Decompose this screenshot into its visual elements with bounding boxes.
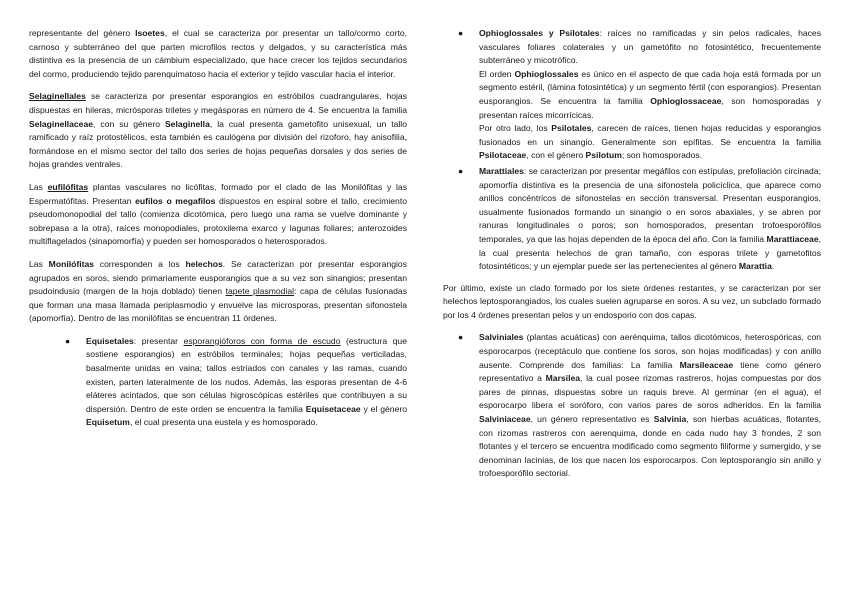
- text-run: Por otro lado, los: [479, 123, 552, 134]
- bold-term: Ophioglossales y Psilotales: [479, 28, 600, 38]
- text-run: corresponden a los: [94, 258, 186, 269]
- bold-term: helechos: [185, 258, 223, 269]
- text-run: esporangióforos con forma de escudo: [183, 335, 341, 346]
- text-run: : capa de células fusionadas que forman una masa llamada periplasmodio y envuelve las microsporas, presentan sifonostela (apomorfía). Dentro de las monilófitas se encuentran 11 órdenes.: [29, 286, 407, 324]
- bold-term: Salviniales: [479, 332, 524, 343]
- bold-term: Selaginellales: [29, 91, 86, 102]
- list-item-text: [479, 165, 821, 274]
- bold-term: Marsileaceae: [679, 359, 734, 370]
- bold-term: Psilotales: [551, 123, 592, 134]
- bold-term: Equisetum: [86, 417, 130, 428]
- bold-term: Selaginella: [164, 118, 210, 129]
- bold-term: Salvinia: [653, 414, 687, 425]
- text-run: : se caracterizan por presentar megáfilos con estípulas, prefoliación circinada; apomorfía distintiva es la presencia de una sifonostela policíclica, que aparece como anillos concéntricos de sifonostelas en sección transversal. Presentan eusporangios, usualmente fusionados formando un sinangio o en soros abaxiales, y se abren por ranuras longitudinales o poros; son homosporados, presentan trofoesporófilos temporales, ya que las hojas dependen de la época del año. Con la familia: [479, 165, 821, 244]
- text-run: Las: [29, 258, 49, 269]
- bold-term: Equisetaceae: [305, 403, 361, 414]
- paragraph-isoetes: [29, 27, 407, 81]
- list-item-text-psilotales: [479, 122, 821, 163]
- bold-term: eufilos o megafilos: [135, 195, 216, 206]
- bold-term: eufilófitas: [47, 181, 89, 192]
- text-run: , un género representativo es: [530, 414, 654, 425]
- paragraph-monilofitas: [29, 258, 407, 326]
- text-run: : raíces no ramificadas y sin pelos radicales, haces vasculares foliares colaterales y un gametófito no fotosintético, frecuentemente subterráneo y micotrófico.: [479, 28, 822, 66]
- bullet-icon: ●: [458, 28, 464, 38]
- bold-term: Monilófitas: [48, 258, 95, 269]
- list-item-text-ophioglossales: [479, 68, 821, 122]
- bold-term: Marattiaceae: [766, 233, 819, 244]
- bold-term: Psilotaceae: [479, 150, 527, 161]
- text-run: , con el género: [526, 150, 586, 161]
- text-run: Las: [29, 181, 48, 192]
- text-run: , el cual presenta una eustela y es homosporado.: [129, 417, 318, 428]
- text-run: . Se caracterizan por presentar esporangios agrupados en soros, siendo primariamente eusporangios que a su vez son sinangios; presentan psudoindusio (margen de la hoja doblado) tienen: [29, 258, 407, 297]
- text-run: (estructura que sostiene esporangios) en estróbilos terminales; hojas pequeñas verticiladas, basalmente unidas en vaina; tallos estriados con canales y las ramas, cuando existen, parten lateralmente de los nudos. Además, las esporas presentan de 4-6 eláteres acintados, que son células higroscópicas estériles que contribuyen a su dispersión. Dentro de este orden se encuentra la familia: [86, 335, 407, 414]
- orders-list-left: [65, 335, 407, 430]
- bullet-icon: ●: [458, 332, 464, 343]
- bold-term: Marattia: [738, 261, 772, 272]
- text-run: .: [771, 261, 775, 272]
- left-column: [29, 27, 407, 432]
- bold-term: Selaginellaceae: [29, 118, 94, 129]
- text-run: dispuestos en espiral sobre el tallo, crecimiento pseudomonopodial del tallo (comienza dicotómica, pero luego una rama se vuelve dominante y sobrepasa a la otra), raíces monopodiales, protoxilema exarco y lagunas foliares; anterozoides multiflagelados (sinapomorfía) y pueden ser homosporados o heterosporados.: [29, 195, 408, 247]
- bold-term: Ophioglossales: [514, 68, 579, 79]
- bullet-icon: ●: [458, 165, 464, 176]
- bold-term: Equisetales: [86, 335, 134, 346]
- text-run: , la cual presenta helechos de gran tamaño, con esporas trilete y gametofitos fotosintéticos; y un ejemplar puede ser las pertenecientes al género: [479, 233, 821, 272]
- orders-list-bottom: [458, 331, 821, 481]
- paragraph-eufilofitas: [29, 181, 407, 249]
- text-run: tapete plasmodial: [225, 286, 295, 297]
- bold-term: Marattiales: [479, 165, 524, 176]
- list-item-ophioglossales-psilotales: [458, 27, 821, 163]
- list-item-text: [479, 331, 821, 481]
- text-run: (plantas acuáticas) con aerénquima, tallos dicotómicos, heterospóricas, con esporocarpos (receptáculo que contiene los soros, son hojas modificadas) y con anillo ausente. Comprende dos familias: La familia: [479, 332, 821, 370]
- text-run: , el cual se caracteriza por presentar un tallo/cormo corto, carnoso y subterráneo del que parten microfilos rectos y delgados, y su característica más distintiva es la presencia de un cámbium especializado, que hace crecer los tejidos secundarios del cormo, produciendo tejido parenquimatoso hacia el exterior y tejido vascular hacia el interior.: [29, 28, 408, 79]
- paragraph-selaginellales: [29, 90, 407, 172]
- text-run: tiene como género representativo a: [479, 359, 821, 384]
- bold-term: Isoetes: [135, 28, 165, 38]
- list-item-equisetales: [65, 335, 407, 430]
- text-run: se caracteriza por presentar esporangios en estróbilos cuadrangulares, hojas dispuestas en hileras, micrósporas triletes y megásporas en número de 4. Se encuentra la familia: [29, 91, 407, 115]
- bold-term: Marsilea: [545, 373, 581, 384]
- text-run: Por último, existe un clado formado por los siete órdenes restantes, y se caracterizan por ser helechos leptosporangiados, los cuales suelen agruparse en soros. A su vez, un subclado formado por los 4 órdenes presentan pelos y un endosporio con dos capas.: [443, 282, 821, 320]
- text-run: , la cual posee rizomas rastreros, hojas compuestas por dos pares de pinnas, dispuestas sobre un raquis breve. Al germinar (en el agua), el esporocarpo libera el soróforo, con varios pares de soros adheridos. En la familia: [479, 373, 822, 411]
- text-run: , son homosporadas y presentan raíces micorrícicas.: [479, 95, 821, 120]
- text-run: ; son homosporados.: [621, 150, 703, 161]
- list-item-marattiales: [458, 165, 821, 274]
- list-item-text: [479, 27, 821, 68]
- text-run: , la cual presenta gametofito unisexual, un tallo ramificado y raíz protostélicos, esta también es caulógena por división del rizoforo, hay anisofilia, formándose en el mismo sector del tallo dos series de hojas pequeñas dorsales y dos series de hojas grandes ventrales.: [29, 118, 407, 170]
- paragraph-leptosporangiados: [443, 282, 821, 323]
- right-column: [443, 27, 821, 483]
- text-run: : presentar: [133, 335, 184, 346]
- text-run: , carecen de raíces, tienen hojas reducidas y esporangios fusionados en un sinangio. Generalmente son epífitas. Se encuentra la familia: [479, 123, 821, 147]
- bold-term: Ophioglossaceae: [650, 95, 722, 106]
- text-run: , son hierbas acuáticas, flotantes, con rizomas rastreros con aerenquima, donde en cada nudo hay 3 frondes, 2 son flotantes y el tercero se encuentra modificado como segmento filiforme y sumergido, y se denominan lacinias, de los que nacen los esporocarpos. Con leptosporangio sin anillo y trofoesporófilo sectorial.: [479, 414, 821, 479]
- text-run: y el género: [360, 403, 407, 414]
- list-item-text: [86, 335, 407, 430]
- bold-term: Salviniaceae: [479, 414, 531, 425]
- text-run: es único en el aspecto de que cada hoja está formada por un segmento estéril, (lámina fotosintética) y un segmento fértil (con esporangios). Presentan eusporangios. Se encuentra la familia: [479, 68, 821, 106]
- bold-term: Psilotum: [585, 150, 622, 161]
- text-run: , con su género: [93, 118, 165, 129]
- orders-list-right: [458, 27, 821, 274]
- list-item-salviniales: [458, 331, 821, 481]
- text-run: El orden: [479, 68, 515, 79]
- bullet-icon: ●: [65, 335, 71, 346]
- text-run: representante del género: [29, 28, 136, 38]
- text-run: plantas vasculares no licófitas, formado por el clado de las Monilófitas y las Espermatófitas. Presentan: [29, 181, 407, 206]
